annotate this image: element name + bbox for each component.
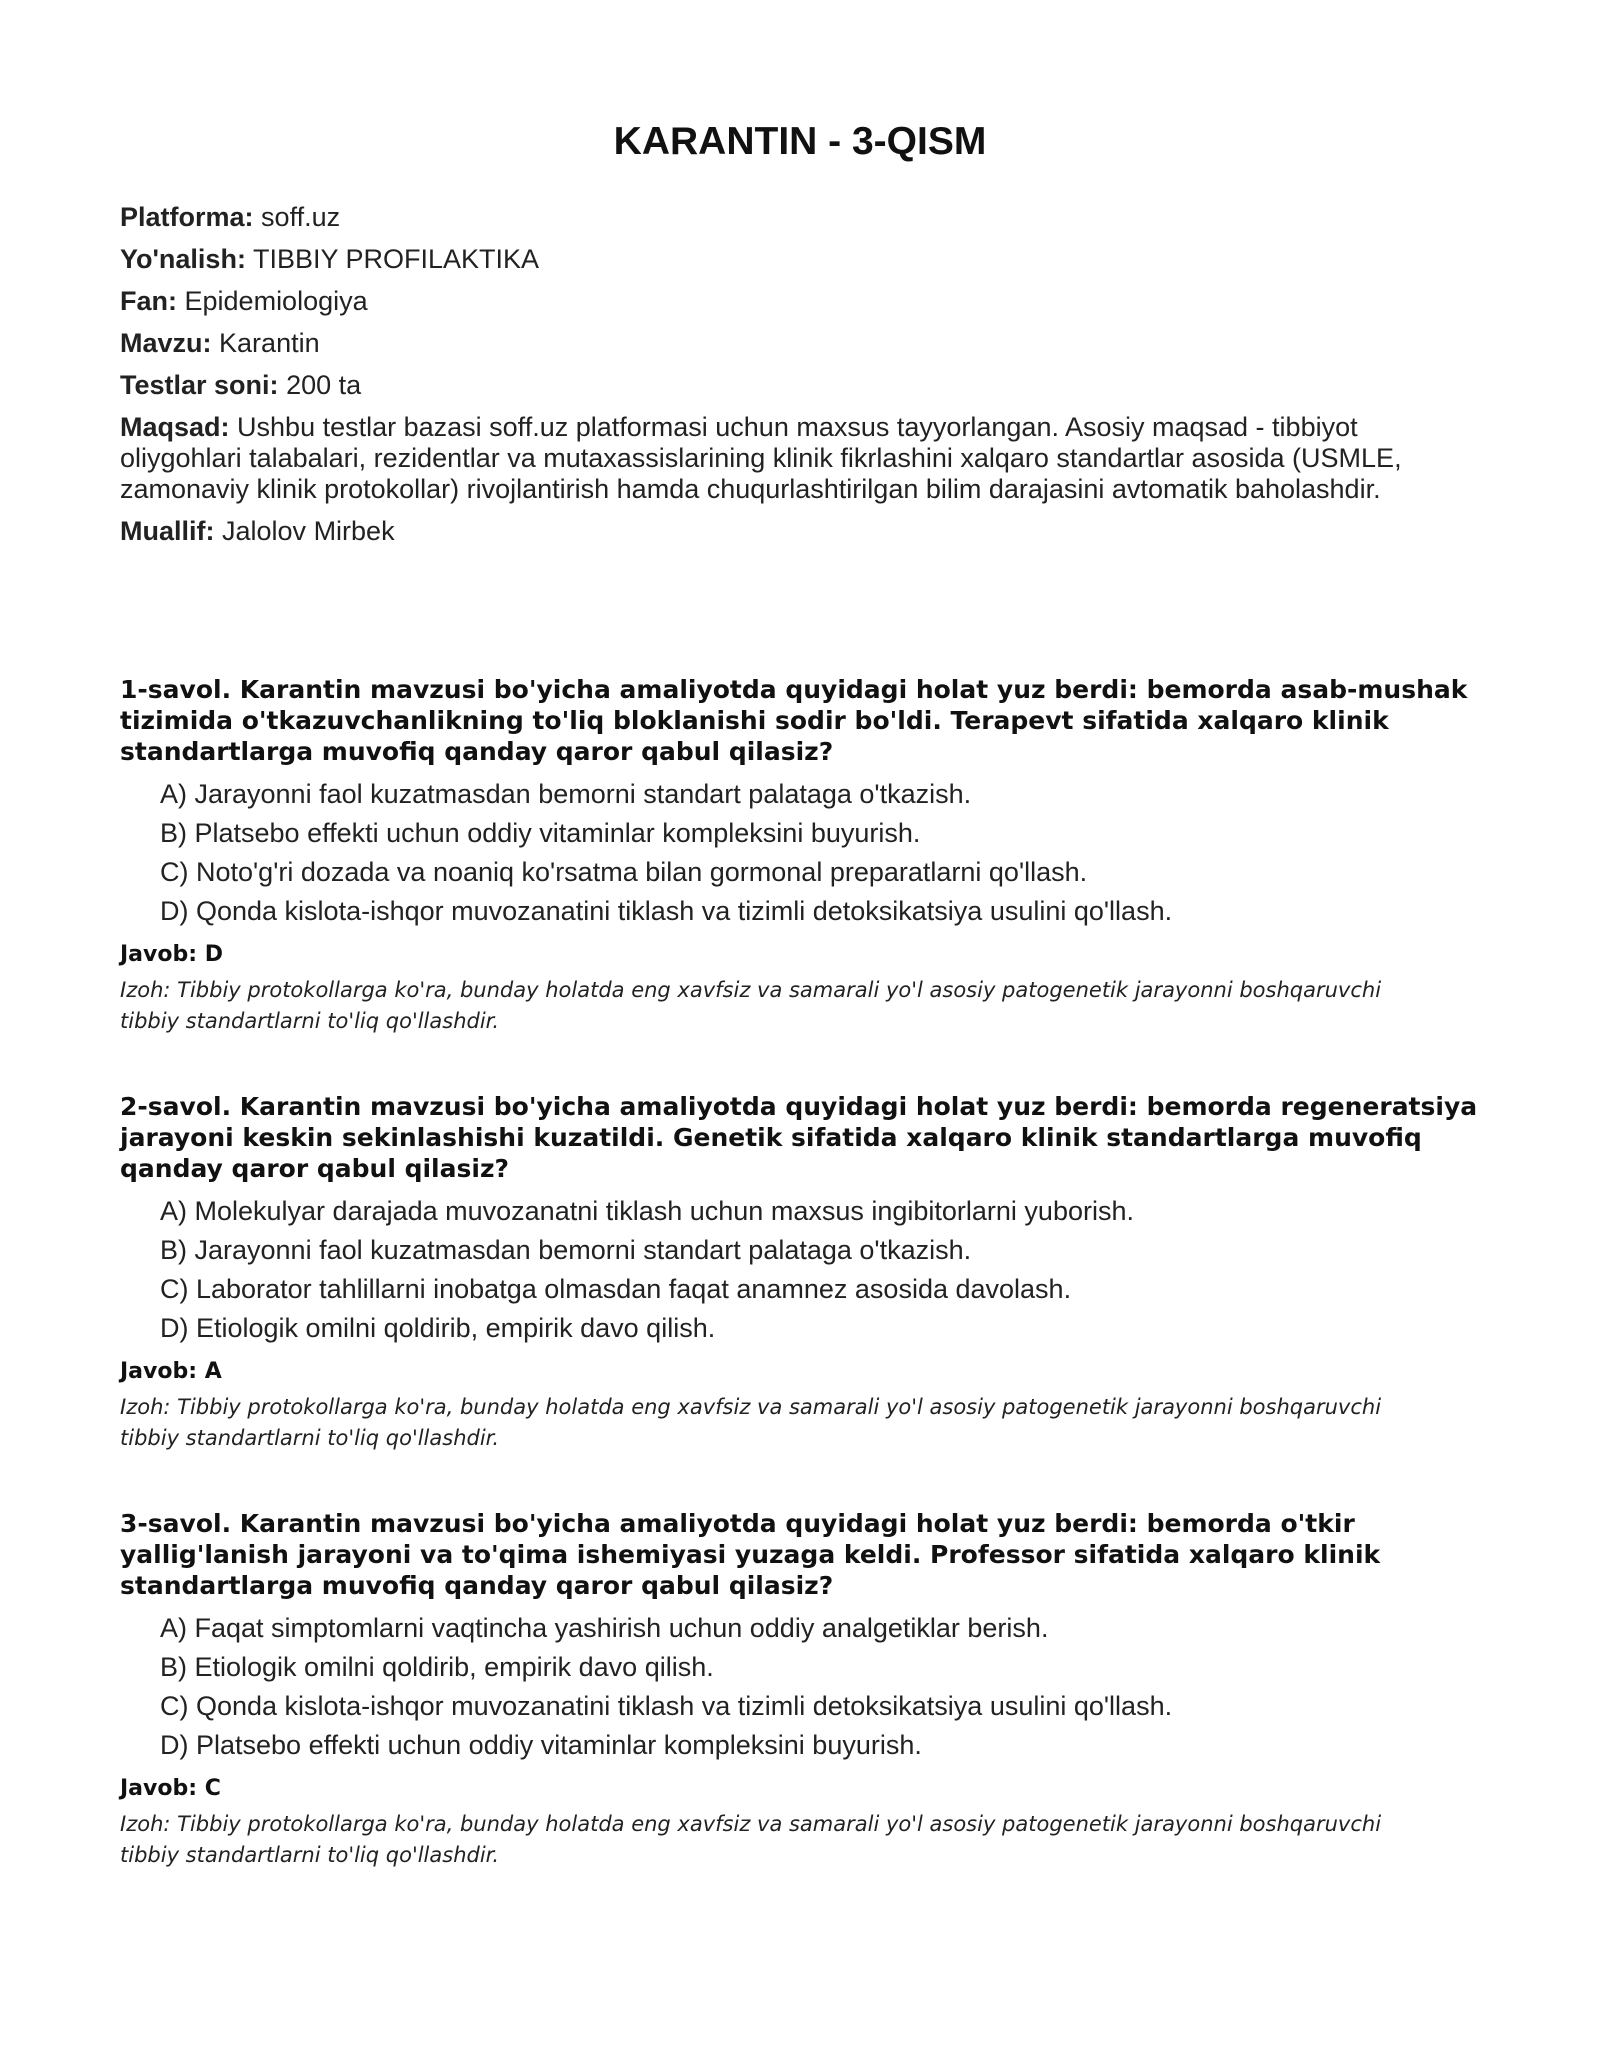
question-text: 3-savol. Karantin mavzusi bo'yicha amaliyotda quyidagi holat yuz berdi: bemorda o'tkir yallig'lanish jarayoni va to'qima ishemiyasi yuzaga keldi. Professor sifatida xalqaro klinik standartlarga muvofiq qanday qaror qabul qilasiz?: [120, 1509, 1381, 1600]
question-2: [120, 1091, 1500, 1454]
meta-value: Jalolov Mirbek: [222, 516, 395, 546]
answer-label: Javob: D: [120, 942, 223, 967]
option-c: C) Noto'g'ri dozada va noaniq ko'rsatma bilan gormonal preparatlarni qo'llash.: [160, 857, 1088, 887]
options-list: [120, 1613, 1500, 1761]
option-a: A) Molekulyar darajada muvozanatni tiklash uchun maxsus ingibitorlarni yuborish.: [160, 1196, 1134, 1226]
option-c: C) Laborator tahlillarni inobatga olmasdan faqat anamnez asosida davolash.: [160, 1274, 1072, 1304]
meta-label: Testlar soni:: [120, 370, 279, 400]
meta-label: Yo'nalish:: [120, 244, 246, 274]
meta-platform: [120, 202, 1480, 233]
explanation-text: Izoh: Tibbiy protokollarga ko'ra, bunday holatda eng xavfsiz va samarali yo'l asosiy patogenetik jarayonni boshqaruvchi tibbiy standartlarni to'liq qo'llashdir.: [120, 978, 1382, 1033]
option-d: D) Platsebo effekti uchun oddiy vitaminlar kompleksini buyurish.: [160, 1730, 922, 1760]
meta-label: Maqsad:: [120, 412, 230, 442]
options-list: [120, 779, 1500, 927]
meta-value: Karantin: [219, 328, 320, 358]
option-a: A) Jarayonni faol kuzatmasdan bemorni standart palataga o'tkazish.: [160, 779, 972, 809]
question-text: 1-savol. Karantin mavzusi bo'yicha amaliyotda quyidagi holat yuz berdi: bemorda asab-mushak tizimida o'tkazuvchanlikning to'liq bloklanishi sodir bo'ldi. Terapevt sifatida xalqaro klinik standartlarga muvofiq qanday qaror qabul qilasiz?: [120, 675, 1468, 766]
metadata-block: [120, 202, 1480, 558]
meta-purpose: [120, 412, 1480, 505]
answer-label: Javob: C: [120, 1776, 221, 1801]
question-3: [120, 1508, 1500, 1871]
meta-subject: [120, 286, 1480, 317]
option-b: B) Jarayonni faol kuzatmasdan bemorni standart palataga o'tkazish.: [160, 1235, 972, 1265]
answer-label: Javob: A: [120, 1359, 222, 1384]
meta-direction: [120, 244, 1480, 275]
option-d: D) Etiologik omilni qoldirib, empirik davo qilish.: [160, 1313, 716, 1343]
meta-topic: [120, 328, 1480, 359]
option-c: C) Qonda kislota-ishqor muvozanatini tiklash va tizimli detoksikatsiya usulini qo'llash.: [160, 1691, 1173, 1721]
questions-list: [120, 674, 1500, 1925]
meta-test-count: [120, 370, 1480, 401]
question-1: [120, 674, 1500, 1037]
meta-label: Fan:: [120, 286, 177, 316]
options-list: [120, 1196, 1500, 1344]
meta-author: [120, 516, 1480, 547]
option-d: D) Qonda kislota-ishqor muvozanatini tiklash va tizimli detoksikatsiya usulini qo'llash.: [160, 896, 1173, 926]
question-text: 2-savol. Karantin mavzusi bo'yicha amaliyotda quyidagi holat yuz berdi: bemorda regeneratsiya jarayoni keskin sekinlashishi kuzatildi. Genetik sifatida xalqaro klinik standartlarga muvofiq qanday qaror qabul qilasiz?: [120, 1092, 1478, 1183]
explanation-text: Izoh: Tibbiy protokollarga ko'ra, bunday holatda eng xavfsiz va samarali yo'l asosiy patogenetik jarayonni boshqaruvchi tibbiy standartlarni to'liq qo'llashdir.: [120, 1395, 1382, 1450]
meta-label: Platforma:: [120, 202, 254, 232]
explanation-text: Izoh: Tibbiy protokollarga ko'ra, bunday holatda eng xavfsiz va samarali yo'l asosiy patogenetik jarayonni boshqaruvchi tibbiy standartlarni to'liq qo'llashdir.: [120, 1812, 1382, 1867]
option-a: A) Faqat simptomlarni vaqtincha yashirish uchun oddiy analgetiklar berish.: [160, 1613, 1049, 1643]
meta-label: Mavzu:: [120, 328, 212, 358]
meta-value: Ushbu testlar bazasi soff.uz platformasi uchun maxsus tayyorlangan. Asosiy maqsad - tibbiyot oliygohlari talabalari, rezidentlar va mutaxassislarining klinik fikrlashini xalqaro standartlar asosida (USMLE, zamonaviy klinik protokollar) rivojlantirish hamda chuqurlashtirilgan bilim darajasini avtomatik baholashdir.: [120, 412, 1402, 504]
meta-label: Muallif:: [120, 516, 215, 546]
option-b: B) Etiologik omilni qoldirib, empirik davo qilish.: [160, 1652, 714, 1682]
meta-value: 200 ta: [286, 370, 362, 400]
document-title: KARANTIN - 3-QISM: [613, 120, 987, 163]
meta-value: soff.uz: [261, 202, 341, 232]
meta-value: TIBBIY PROFILAKTIKA: [252, 244, 540, 274]
option-b: B) Platsebo effekti uchun oddiy vitaminlar kompleksini buyurish.: [160, 818, 921, 848]
meta-value: Epidemiologiya: [184, 286, 368, 316]
